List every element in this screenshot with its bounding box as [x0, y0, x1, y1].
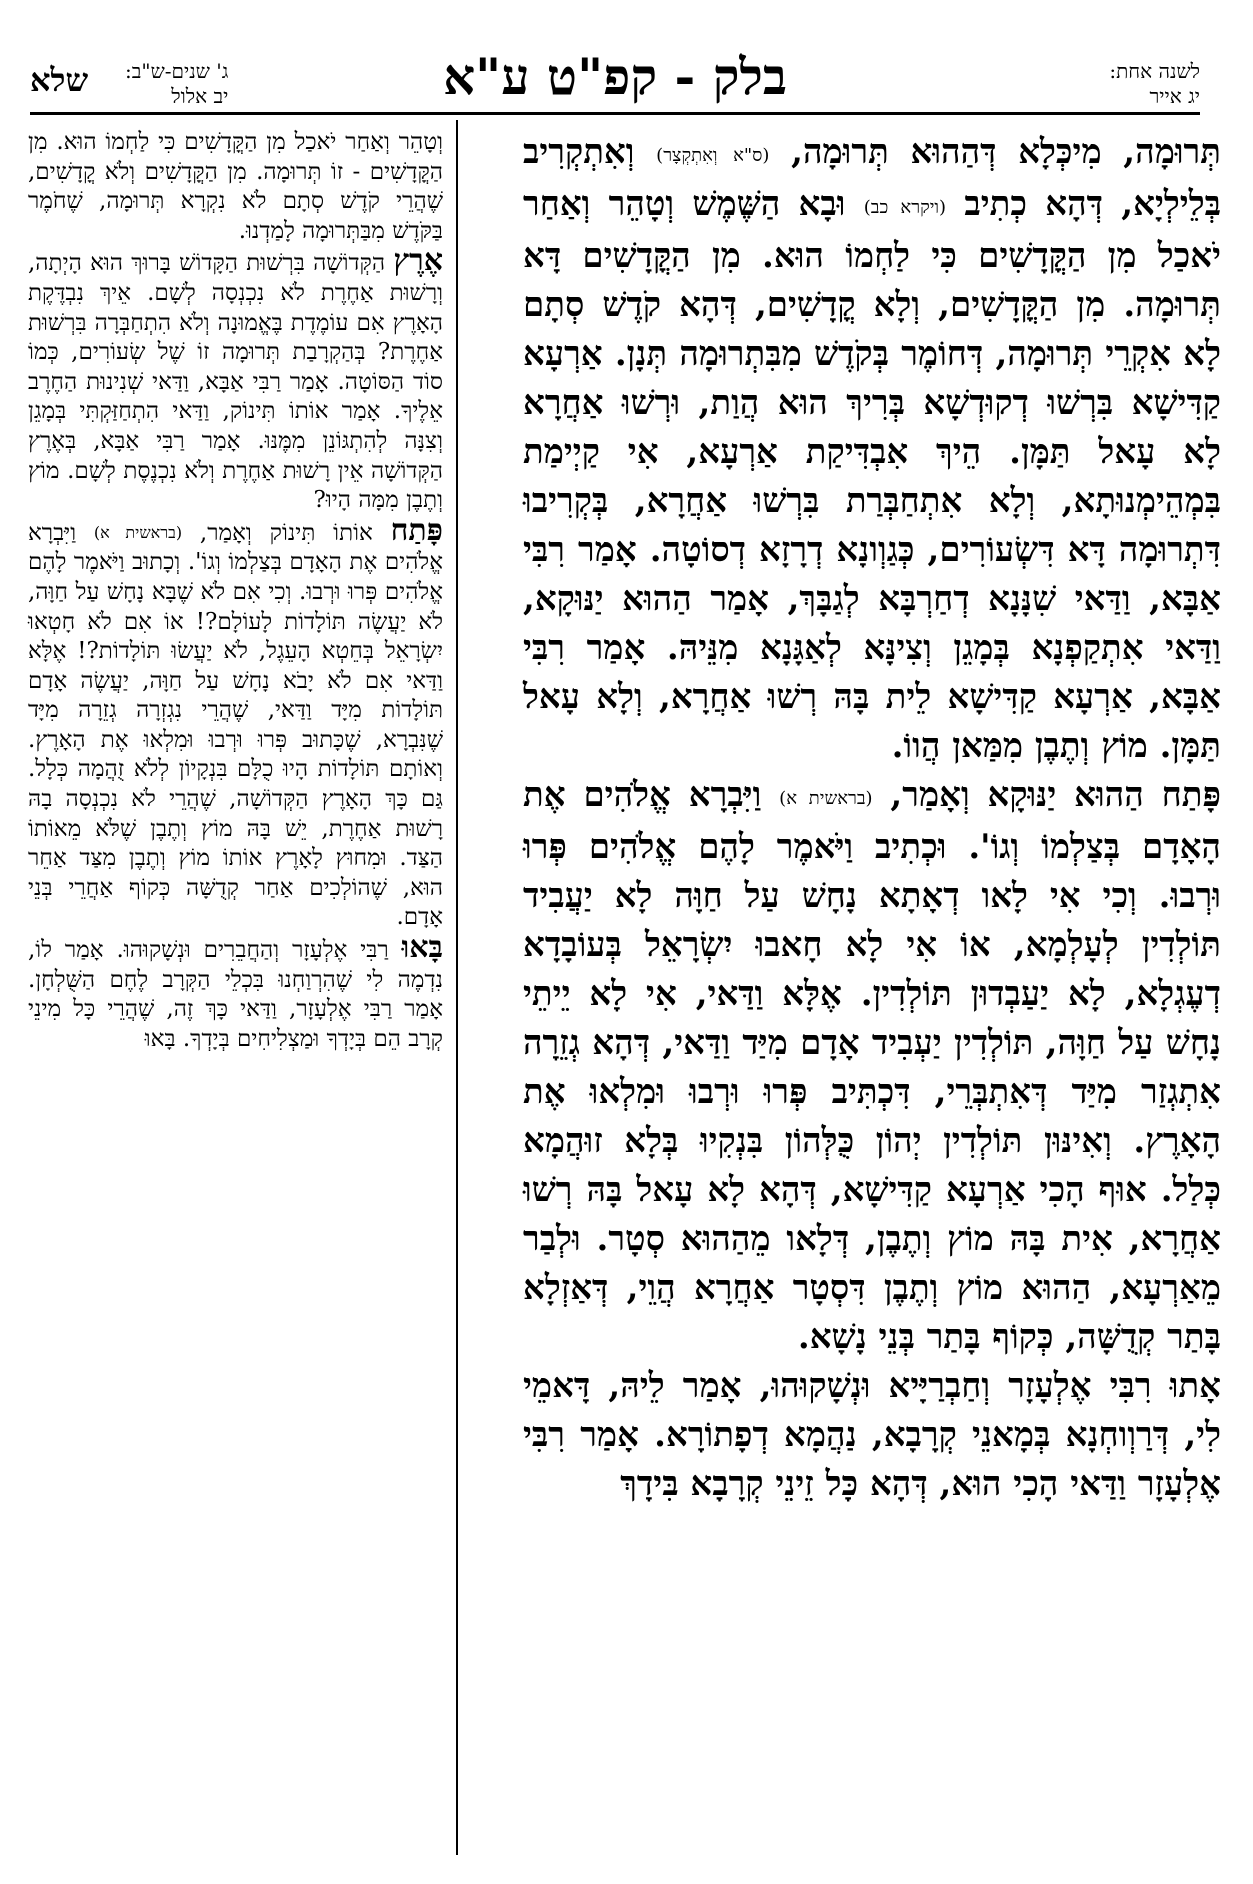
- paragraph: [28, 930, 443, 1054]
- header-three-year-date: יב אלול: [171, 84, 229, 108]
- paragraph-lead-word: בָּאוּ: [401, 930, 443, 966]
- verse-reference: (בראשית א): [779, 788, 873, 809]
- page-number: שלא: [30, 61, 89, 99]
- text-segment: תְּרוּמָה, מִיכְּלָא דְּהַהוּא תְּרוּמָה,: [769, 132, 1221, 172]
- header-one-year-date: יג אייר: [1149, 84, 1200, 108]
- paragraph: [523, 771, 1221, 1362]
- text-segment: פָּתַח הַהוּא יַנּוּקָא וְאָמַר,: [872, 775, 1221, 815]
- page-header: [30, 47, 1200, 115]
- paragraph: [28, 128, 443, 246]
- text-segment: הַקְּדוֹשָׁה בִּרְשׁוּת הַקָּדוֹשׁ בָּרוּךְ הוּא הָיְתָה, וְרָשׁוּת אַחֶרֶת לֹא נִכְנְסָה לְשָׁם. אֵיךְ נִבְדֶּקֶת הָאָרֶץ אִם עוֹמֶדֶת בֶּאֱמוּנָה וְלֹא הִתְחַבְּרָה בִּרְשׁוּת אַחֶרֶת? בְּהַקְרָבַת תְּרוּמָה זוֹ שֶׁל שְׂעוֹרִים, כְּמוֹ סוֹד הַסּוֹטָה. אָמַר רַבִּי אַבָּא, וַדַּאי שְׁנִינוּת הַחֶרֶב אֵלֶיךָ. אָמַר אוֹתוֹ תִּינוֹק, וַדַּאי הִתְחַזַּקְתִּי בְּמָגֵן וְצִנָּה לְהִתְגּוֹנֵן מִמֶּנּוּ. אָמַר רַבִּי אַבָּא, בְּאֶרֶץ הַקְּדוֹשָׁה אֵין רָשׁוּת אַחֶרֶת וְלֹא נִכְנֶסֶת לְשָׁם. מוֹץ וְתֶבֶן מִמָּה הָיוּ?: [28, 250, 443, 514]
- hebrew-translation-column: [28, 128, 443, 1054]
- text-segment: וַיִּבְרָא אֱלֹהִים אֶת הָאָדָם בְּצַלְמוֹ וְגוֹ'. וְכָתוּב וַיֹּאמֶר לָהֶם אֱלֹהִים פְּרוּ וּרְבוּ. וְכִי אִם לֹא שֶׁבָּא נָחָשׁ עַל חַוָּה, לֹא יַעֲשֶׂה תּוֹלָדוֹת לָעוֹלָם?! אוֹ אִם לֹא חָטְאוּ יִשְׂרָאֵל בְּחֵטְא הָעֵגֶל, לֹא יַעֲשׂוּ תּוֹלָדוֹת?! אֶלָּא וַדַּאי אִם לֹא יָבֹא נָחָשׁ עַל חַוָּה, יַעֲשֶׂה אָדָם תּוֹלָדוֹת מִיָּד וַדַּאי, שֶׁהֲרֵי נִגְזְרָה גְזֵרָה מִיָּד שֶׁנִּבְרָא, שֶׁכָּתוּב פְּרוּ וּרְבוּ וּמִלְאוּ אֶת הָאָרֶץ. וְאוֹתָם תּוֹלָדוֹת הָיוּ כֻלָּם בִּנְקָיוֹן לְלֹא זֻהֲמָה כְּלָל. גַּם כָּךְ הָאָרֶץ הַקְּדוֹשָׁה, שֶׁהֲרֵי לֹא נִכְנְסָה בָהּ רָשׁוּת אַחֶרֶת, יֵשׁ בָּהּ מוֹץ וְתֶבֶן שֶׁלֹּא מֵאוֹתוֹ הַצַּד. וּמִחוּץ לָאָרֶץ אוֹתוֹ מוֹץ וְתֶבֶן מִצַּד אַחֵר הוּא, שֶׁהוֹלְכִים אַחַר קְדֻשָּׁה כְּקוֹף אַחֲרֵי בְּנֵי אָדָם.: [28, 519, 443, 931]
- header-one-year-schedule: [1109, 59, 1200, 109]
- text-segment: וְאִתְקְרִיב בְּלֵילְיָא, דְּהָא כְתִיב: [523, 132, 1222, 224]
- text-segment: אוֹתוֹ תִּינוֹק וְאָמַר,: [182, 519, 391, 546]
- paragraph: [523, 128, 1221, 771]
- column-divider: [456, 120, 458, 1855]
- page-title: בלק - קפ"ט ע"א: [443, 47, 787, 106]
- header-three-year-schedule: [125, 59, 228, 109]
- paragraph-lead-word: פָּתַח: [390, 512, 443, 548]
- verse-reference: (ס"א וְאִתְקְצָר): [656, 145, 770, 166]
- text-segment: וַיִּבְרָא אֱלֹהִים אֶת הָאָדָם בְּצַלְמוֹ וְגוֹ'. וּכְתִיב וַיֹּאמֶר לָהֶם אֱלֹהִים פְּרוּ וּרְבוּ. וְכִי אִי לָאו דְאָתָא נָחָשׁ עַל חַוָּה לָא יַעֲבִיד תּוֹלְדִין לְעָלְמָא, אוֹ אִי לָא חָאבוּ יִשְׂרָאֵל בְּעוֹבָדָא דְעֶגְלָא, לָא יַעַבְדוּן תּוֹלְדִין. אֶלָּא וַדַּאי, אִי לָא יֵיתֵי נָחָשׁ עַל חַוָּה, תּוֹלְדִין יַעְבִיד אָדָם מִיַּד וַדַּאי, דְּהָא גְזֵרָה אִתְגְזַר מִיַּד דְּאִתְבְּרֵי, דִּכְתִּיב פְּרוּ וּרְבוּ וּמִלְאוּ אֶת הָאָרֶץ. וְאִינּוּן תּוֹלְדִין יְהוֹן כֻּלְּהוֹן בִּנְקִיוּ בְּלָא זוּהֲמָא כְּלַל. אוּף הָכִי אַרְעָא קַדִּישָׁא, דְּהָא לָא עָאל בָּהּ רְשׁוּ אַחֲרָא, אִית בָּהּ מוֹץ וְתֶבֶן, דְּלָאו מֵהַהוּא סְטָר. וּלְבַר מֵאַרְעָא, הַהוּא מוֹץ וְתֶבֶן דִּסְטָר אַחֲרָא הֲוֵי, דְּאַזְלָא בָּתַר קְדֻשָּׁה, כְּקוֹף בָּתַר בְּנֵי נָשָׁא.: [523, 775, 1221, 1357]
- header-three-year-label: ג' שנים-ש"ב:: [125, 59, 229, 83]
- verse-reference: (בראשית א): [93, 522, 183, 542]
- text-segment: אָתוּ רִבִּי אֶלְעָזָר וְחַבְרַיָּיא וּנְשָׁקוּהוּ, אָמַר לֵיהּ, דָּאמֵי לִי, דְּרַוְוחְנָא בְּמָאנֵי קְרָבָא, נַהֲמָא דְפָתוֹרָא. אָמַר רִבִּי אֶלְעָזָר וַדַּאי הָכִי הוּא, דְּהָא כָּל זֵינֵי קְרָבָא בִּידָךְ: [523, 1366, 1221, 1504]
- header-one-year-label: לשנה אחת:: [1109, 59, 1200, 83]
- paragraph: [28, 243, 443, 515]
- aramaic-text-column: [523, 128, 1221, 1509]
- paragraph-lead-word: אֶרֶץ: [393, 243, 443, 279]
- text-segment: וְטָהֵר וְאַחַר יֹאכַל מִן הַקֳּדָשִׁים כִּי לַחְמוֹ הוּא. מִן הַקֳּדָשִׁים - זוֹ תְּרוּמָה. מִן הַקֳּדָשִׁים וְלֹא קֳדָשִׁים, שֶׁהֲרֵי קֹדֶשׁ סְתָם לֹא נִקְרָא תְּרוּמָה, שֶׁחֹמֶר בַּקֹּדֶשׁ מִבַּתְּרוּמָה לָמַדְנוּ.: [28, 129, 443, 244]
- text-segment: רַבִּי אֶלְעָזָר וְהַחֲבֵרִים וּנְשָׁקוּהוּ. אָמַר לוֹ, נִדְמֶה לִי שֶׁהִרְוַחְנוּ בִּכְלֵי הַקְּרָב לֶחֶם הַשֻּׁלְחָן. אָמַר רַבִּי אֶלְעָזָר, וַדַּאי כָּךְ זֶה, שֶׁהֲרֵי כָּל מִינֵי קְרָב הֵם בְּיָדְךָ וּמַצְלִיחִים בְּיָדְךָ. בָּאוּ: [28, 937, 443, 1052]
- text-segment: וּבָא הַשֶּׁמֶשׁ וְטָהֵר וְאַחַר יֹאכַל מִן הַקֳּדָשִׁים כִּי לַחְמוֹ הוּא. מִן הַקֳּדָשִׁים דָּא תְּרוּמָה. מִן הַקֳּדָשִׁים, וְלָא קֳדָשִׁים, דְּהָא קֹדֶשׁ סְתָם לָא אִקְרֵי תְּרוּמָה, דְּחוֹמֶר בְּקֹדֶשׁ מִבִּתְרוּמָה תְּנָן. אַרְעָא קַדִּישָׁא בִּרְשׁוּ דְקוּדְשָׁא בְּרִיךְ הוּא הֲוַת, וּרְשׁוּ אַחֲרָא לָא עָאל תַּמָּן. הֵיךְ אִבְדִּיקַת אַרְעָא, אִי קַיְימַת בִּמְהֵימְנוּתָא, וְלָא אִתְחַבְּרַת בִּרְשׁוּ אַחֲרָא, בְּקְרִיבוּ דִּתְרוּמָה דָּא דִּשְׂעוֹרִים, כְּגַוְונָא דְרָזָא דְסוֹטָה. אָמַר רִבִּי אַבָּא, וַדַּאי שִׁנָּנָא דְחַרְבָּא לְגַבָּךְ, אָמַר הַהוּא יַנּוּקָא, וַדַּאי אִתְקַפְנָא בְּמָגֵן וְצִינָּא לְאַגָּנָא מִנֵּיהּ. אָמַר רִבִּי אַבָּא, אַרְעָא קַדִּישָׁא לֵית בָּהּ רְשׁוּ אַחֲרָא, וְלָא עָאל תַּמָּן. מוֹץ וְתֶבֶן מִמַּאן הֲווֹ.: [523, 184, 1221, 766]
- header-rule: [30, 112, 1200, 115]
- paragraph: [28, 512, 443, 933]
- paragraph: [523, 1362, 1221, 1509]
- verse-reference: (ויקרא כב): [863, 197, 947, 218]
